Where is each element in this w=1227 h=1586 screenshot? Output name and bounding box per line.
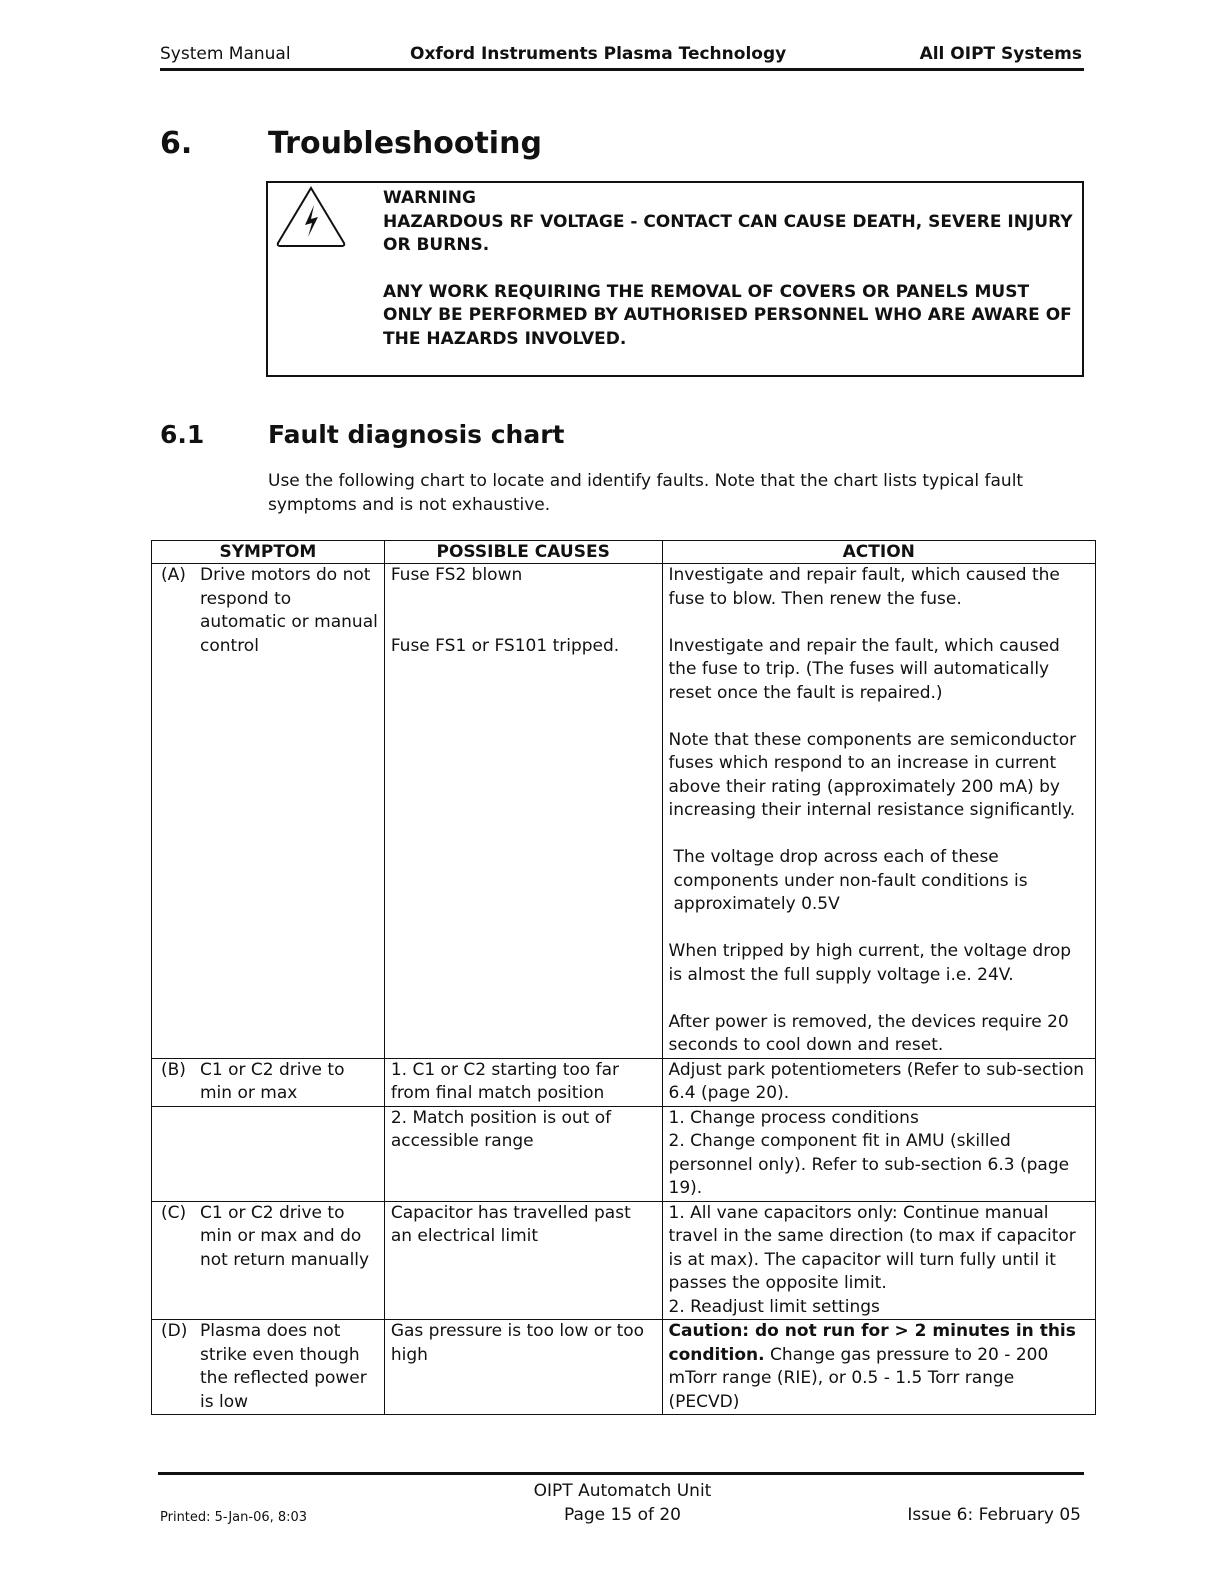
table-row xyxy=(152,564,1096,1059)
symptom-text: Drive motors do not respond to automatic or manual control xyxy=(200,565,378,656)
subsection-number: 6.1 xyxy=(160,420,205,449)
warning-personnel-line: ANY WORK REQUIRING THE REMOVAL OF COVERS OR PANELS MUST ONLY BE PERFORMED BY AUTHORISED PERSONNEL WHO ARE AWARE OF THE HAZARDS INVOLVED. xyxy=(383,281,1072,349)
subsection-title: Fault diagnosis chart xyxy=(268,420,565,449)
column-header-causes: POSSIBLE CAUSES xyxy=(384,541,662,564)
footer-page-number: Page 15 of 20 xyxy=(563,1505,682,1525)
fault-diagnosis-table xyxy=(151,540,1096,1415)
symptom-cell xyxy=(152,1201,385,1320)
symptom-cell xyxy=(152,1106,385,1201)
warning-title: WARNING xyxy=(383,188,476,208)
table-header-row xyxy=(152,541,1096,564)
warning-text xyxy=(383,187,1083,351)
symptom-cell xyxy=(152,1320,385,1415)
action-text: 1. Change process conditions xyxy=(668,1107,919,1128)
action-text: When tripped by high current, the voltage drop is almost the full supply voltage i.e. 24V. xyxy=(668,941,1072,985)
symptom-text: C1 or C2 drive to min or max and do not return manually xyxy=(200,1202,370,1270)
action-cell xyxy=(662,564,1095,1059)
table-row xyxy=(152,1106,1096,1201)
action-text: 1. All vane capacitors only: Continue manual travel in the same direction (to max if capacitor is at max). The capacitor will turn fully until it passes the opposite limit. xyxy=(668,1202,1076,1293)
action-cell xyxy=(662,1201,1095,1320)
action-cell: Adjust park potentiometers (Refer to sub-section 6.4 (page 20). xyxy=(662,1058,1095,1106)
cause-cell xyxy=(384,564,662,1059)
action-cell xyxy=(662,1320,1095,1415)
cause-cell: 1. C1 or C2 starting too far from final match position xyxy=(384,1058,662,1106)
symptom-text: C1 or C2 drive to min or max xyxy=(200,1059,345,1103)
action-text: Investigate and repair the fault, which caused the fuse to trip. (The fuses will automatically reset once the fault is repaired.) xyxy=(668,635,1060,703)
header-systems: All OIPT Systems xyxy=(919,44,1082,64)
cause-text: Fuse FS1 or FS101 tripped. xyxy=(390,635,620,656)
action-text: Investigate and repair fault, which caused the fuse to blow. Then renew the fuse. xyxy=(668,565,1060,609)
action-text: Note that these components are semiconductor fuses which respond to an increase in current above their rating (approximately 200 mA) by increasing their internal resistance significantly. xyxy=(668,729,1077,820)
symptom-cell xyxy=(152,1058,385,1106)
action-text: Change gas pressure to 20 - 200 mTorr range (RIE), or 0.5 - 1.5 Torr range (PECVD) xyxy=(668,1344,1049,1412)
warning-hazard-line: HAZARDOUS RF VOLTAGE - CONTACT CAN CAUSE DEATH, SEVERE INJURY OR BURNS. xyxy=(383,211,1073,255)
footer-doc-title: OIPT Automatch Unit xyxy=(533,1481,712,1501)
table-row xyxy=(152,1058,1096,1106)
cause-text: Fuse FS2 blown xyxy=(390,565,523,585)
symptom-cell xyxy=(152,564,385,1059)
symptom-label: (C) xyxy=(161,1202,187,1223)
header-manual-type: System Manual xyxy=(160,44,291,64)
cause-cell: Gas pressure is too low or too high xyxy=(384,1320,662,1415)
column-header-action: ACTION xyxy=(662,541,1095,564)
section-number: 6. xyxy=(160,126,193,161)
symptom-label: (A) xyxy=(161,565,186,585)
action-text: 2. Readjust limit settings xyxy=(668,1296,880,1317)
action-text: 2. Change component fit in AMU (skilled personnel only). Refer to sub-section 6.3 (page 19). xyxy=(668,1131,1070,1198)
action-cell xyxy=(662,1106,1095,1201)
footer-issue: Issue 6: February 05 xyxy=(907,1505,1081,1525)
cause-cell: 2. Match position is out of accessible range xyxy=(384,1106,662,1201)
column-header-symptom: SYMPTOM xyxy=(152,541,385,564)
section-title: Troubleshooting xyxy=(268,126,542,161)
action-text: The voltage drop across each of these components under non-fault conditions is approximately 0.5V xyxy=(673,847,1028,914)
header-company: Oxford Instruments Plasma Technology xyxy=(410,44,787,64)
action-text: After power is removed, the devices require 20 seconds to cool down and reset. xyxy=(668,1011,1069,1055)
table-row xyxy=(152,1201,1096,1320)
caution-text: Caution: do not run for > 2 minutes in this condition. xyxy=(668,1321,1076,1365)
symptom-label: (B) xyxy=(161,1059,186,1080)
footer-printed-date: Printed: 5-Jan-06, 8:03 xyxy=(160,1510,308,1525)
high-voltage-warning-icon xyxy=(274,185,348,249)
warning-box xyxy=(266,181,1084,377)
table-row xyxy=(152,1320,1096,1415)
footer-divider xyxy=(158,1472,1084,1475)
intro-paragraph: Use the following chart to locate and identify faults. Note that the chart lists typical fault symptoms and is not exhaustive. xyxy=(268,471,1024,515)
symptom-text: Plasma does not strike even though the reflected power is low xyxy=(200,1321,367,1412)
symptom-label: (D) xyxy=(161,1321,188,1341)
cause-cell: Capacitor has travelled past an electrical limit xyxy=(384,1201,662,1320)
page-header xyxy=(160,42,1084,71)
